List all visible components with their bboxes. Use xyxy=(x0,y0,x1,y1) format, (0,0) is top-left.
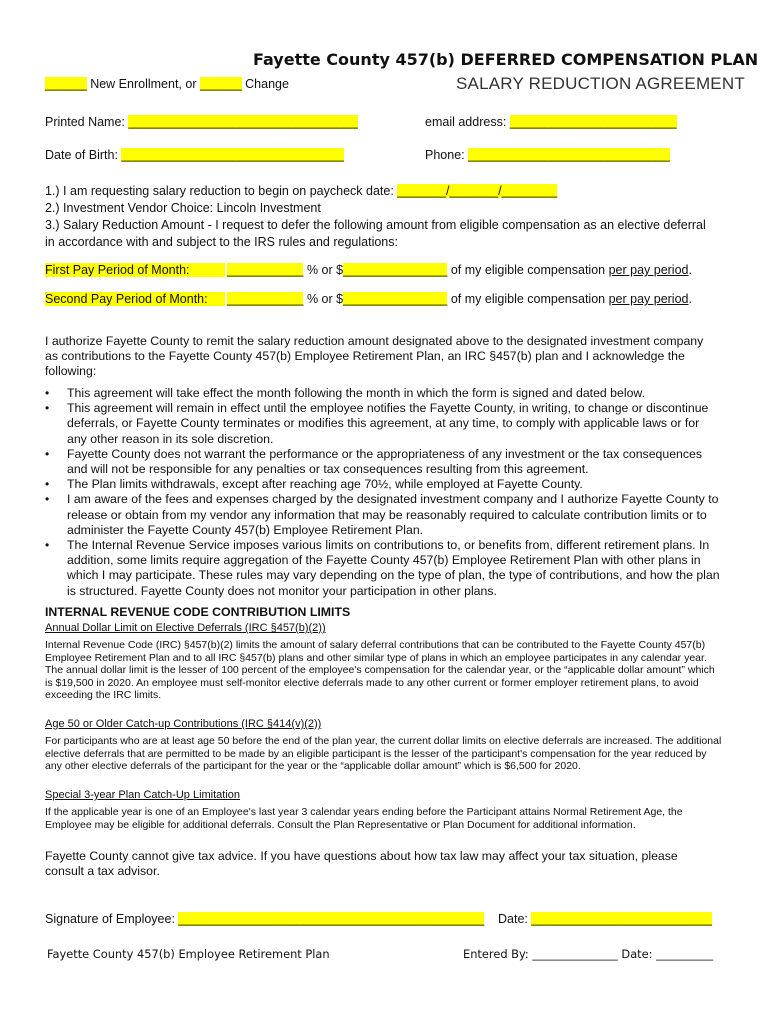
irc-section-1-text: Internal Revenue Code (IRC) §457(b)(2) limits the amount of salary deferral contributions that can be contributed to the Fayette County 457(b) Employee Retirement Plan and to all IRC §457(b) plans and other similar type of plans in which an employee participates in any calendar year. The annual dollar limit is the lesser of 100 percent of the employee's compensation for the calendar year, or the “applicable dollar amount” which is $19,500 in 2020. An employee must self-monitor elective deferrals made to any other current or former employer retirement plans, to avoid exceeding the IRC limits. xyxy=(45,639,715,702)
list-item: • This agreement will remain in effect until the employee notifies the Fayette County, in writing, to change or discontinue deferrals, or Fayette County terminates or modifies this agreement, at any time, to comply with applicable laws or for any other reason in its sole discretion. xyxy=(45,401,720,447)
item-1-text: 1.) I am requesting salary reduction to begin on paycheck date: xyxy=(45,184,398,198)
item-1 xyxy=(45,184,557,198)
irc-section-3-text: If the applicable year is one of an Employee's last year 3 calendar years ending before the Participant attains Normal Retirement Age, the Employee may be eligible for additional deferrals. Consult the Plan Representative or Plan Document for additional information. xyxy=(45,806,683,831)
period-text: . xyxy=(688,292,692,306)
footer-entered-by: Entered By: _______________ Date: __________ xyxy=(463,947,714,961)
printed-name-field[interactable]: _________________________________ xyxy=(128,115,358,129)
new-enrollment-label: New Enrollment, or xyxy=(86,77,200,91)
footer-plan-name: Fayette County 457(b) Employee Retirement Plan xyxy=(47,947,330,961)
signature-date-label: Date: xyxy=(498,912,532,926)
tax-advice-note: Fayette County cannot give tax advice. If you have questions about how tax law may affect your tax situation, please consult a tax advisor. xyxy=(45,849,678,878)
first-percent-field[interactable]: ___________ xyxy=(227,263,304,277)
dob-label: Date of Birth: xyxy=(45,148,122,162)
first-pay-period-row xyxy=(45,263,225,277)
signature-row xyxy=(45,912,484,926)
compensation-text: of my eligible compensation xyxy=(447,292,609,306)
signature-date-field[interactable]: __________________________ xyxy=(531,912,713,926)
item-2: 2.) Investment Vendor Choice: Lincoln Investment xyxy=(45,201,321,215)
signature-field[interactable]: ____________________________________________ xyxy=(178,912,485,926)
form-title: Fayette County 457(b) DEFERRED COMPENSATION PLAN xyxy=(253,50,759,69)
period-text: . xyxy=(688,263,692,277)
item-3-line2: in accordance with and subject to the IRS rules and regulations: xyxy=(45,235,398,249)
per-pay-period-text: per pay period xyxy=(608,292,689,306)
irc-section-2-title: Age 50 or Older Catch-up Contributions (IRC §414(v)(2)) xyxy=(45,718,322,730)
irc-section-3-title: Special 3-year Plan Catch-Up Limitation xyxy=(45,789,241,801)
phone-label: Phone: xyxy=(425,148,469,162)
email-label: email address: xyxy=(425,115,510,129)
or-text: % or $ xyxy=(303,292,344,306)
form-subtitle: SALARY REDUCTION AGREEMENT xyxy=(456,74,745,93)
authorization-paragraph: I authorize Fayette County to remit the salary reduction amount designated above to the designated investment company as contributions to the Fayette County 457(b) Employee Retirement Plan, an IRC §457(b) plan and I acknowledge the following: xyxy=(45,334,704,378)
email-field[interactable]: ________________________ xyxy=(509,115,677,129)
first-pay-period-label: First Pay Period of Month: xyxy=(45,263,225,277)
second-pay-period-row xyxy=(45,292,225,306)
per-pay-period-text: per pay period xyxy=(608,263,689,277)
second-amount-field[interactable]: _______________ xyxy=(343,292,448,306)
or-text: % or $ xyxy=(303,263,344,277)
signature-label: Signature of Employee: xyxy=(45,912,179,926)
second-pay-period-label: Second Pay Period of Month: xyxy=(45,292,225,306)
change-blank[interactable]: ______ xyxy=(199,77,242,91)
list-item: • I am aware of the fees and expenses charged by the designated investment company and I authorize Fayette County to release or obtain from my vendor any information that may be reasonably required to calculate contribution limits or to administer the Fayette County 457(b) Employee Retirement Plan. xyxy=(45,492,720,538)
list-item: • The Plan limits withdrawals, except after reaching age 70½, while employed at Fayette County. xyxy=(45,477,720,492)
signature-date-row xyxy=(498,912,712,926)
dob-row xyxy=(45,148,344,162)
printed-name-label: Printed Name: xyxy=(45,115,129,129)
second-percent-field[interactable]: ___________ xyxy=(227,292,304,306)
new-enrollment-blank[interactable]: ______ xyxy=(45,77,87,91)
first-amount-field[interactable]: _______________ xyxy=(343,263,448,277)
printed-name-row xyxy=(45,115,358,129)
list-item: • This agreement will take effect the month following the month in which the form is signed and dated below. xyxy=(45,386,720,401)
change-label: Change xyxy=(241,77,289,91)
acknowledgement-list xyxy=(45,386,720,599)
dob-field[interactable]: ________________________________ xyxy=(121,148,344,162)
first-pay-period-fields xyxy=(227,263,692,277)
email-row xyxy=(425,115,677,129)
second-pay-period-fields xyxy=(227,292,692,306)
irc-heading: INTERNAL REVENUE CODE CONTRIBUTION LIMITS xyxy=(45,605,351,619)
compensation-text: of my eligible compensation xyxy=(447,263,609,277)
irc-section-2-text: For participants who are at least age 50 before the end of the plan year, the current dollar limits on elective deferrals are increased. The additional elective deferrals that are permitted to be made by an eligible participant is the lesser of the participant's compensation for the year reduced by any other elective deferrals of the participant for the year or the “applicable dollar amount” which is $6,500 for 2020. xyxy=(45,735,722,773)
phone-field[interactable]: _____________________________ xyxy=(468,148,670,162)
item-3-line1: 3.) Salary Reduction Amount - I request to defer the following amount from eligible compensation as an elective deferral xyxy=(45,218,706,232)
phone-row xyxy=(425,148,670,162)
paycheck-date-field[interactable]: _______/_______/________ xyxy=(397,184,558,198)
enrollment-options xyxy=(45,77,289,91)
irc-section-1-title: Annual Dollar Limit on Elective Deferrals (IRC §457(b)(2)) xyxy=(45,622,326,634)
list-item: • The Internal Revenue Service imposes various limits on contributions to, or benefits from, different retirement plans. In addition, some limits require aggregation of the Fayette County 457(b) Employee Retirement Plan with other plans in which I may participate. These rules may vary depending on the type of plan, the type of contributions, and how the plan is structured. Fayette County does not monitor your participation in other plans. xyxy=(45,538,720,599)
list-item: • Fayette County does not warrant the performance or the appropriateness of any investment or the tax consequences and will not be responsible for any penalties or tax consequences resulting from this agreement. xyxy=(45,447,720,477)
